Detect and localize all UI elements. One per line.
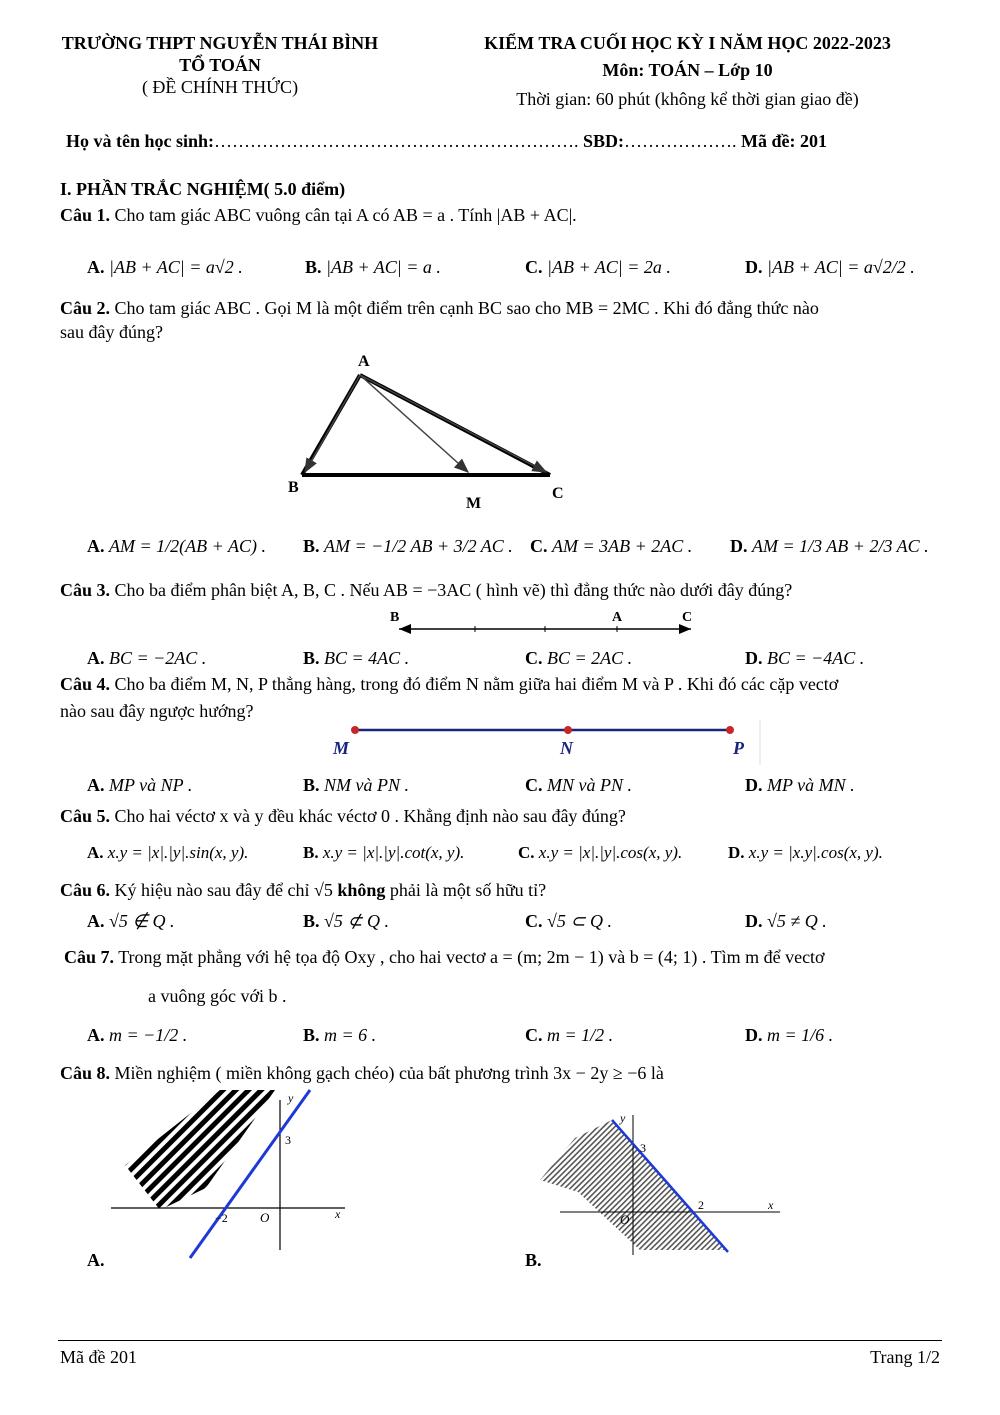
question-label: Câu 5. <box>60 806 111 826</box>
graph-option-a[interactable] <box>105 1090 365 1260</box>
sbd-label: SBD: <box>583 131 625 151</box>
question-label: Câu 2. <box>60 298 111 318</box>
graph-b-label: B. <box>525 1250 542 1270</box>
question-7-cont: a vuông góc với b . <box>148 986 287 1006</box>
exam-subject: Môn: TOÁN – Lớp 10 <box>602 60 773 80</box>
q7-option-a[interactable]: A. m = −1/2 . <box>87 1025 188 1045</box>
q3-option-a[interactable]: A. BC = −2AC . <box>87 648 207 668</box>
q1-option-d[interactable]: D. |AB + AC| = a√2/2 . <box>745 257 915 277</box>
question-text: Miền nghiệm ( miền không gạch chéo) của bất phương trình 3x − 2y ≥ −6 là <box>110 1063 664 1083</box>
label-c: C <box>552 485 564 502</box>
question-emphasis: không <box>337 880 386 900</box>
question-2-cont: sau đây đúng? <box>60 322 163 342</box>
q7-option-d[interactable]: D. m = 1/6 . <box>745 1025 834 1045</box>
sbd-blank[interactable]: ………………. <box>624 131 737 151</box>
q5-option-c[interactable]: C. x.y = |x|.|y|.cos(x, y). <box>518 843 683 862</box>
axis-x: x <box>335 1207 341 1221</box>
question-label: Câu 3. <box>60 580 111 600</box>
collinear-bac-figure <box>385 608 705 648</box>
question-text: Trong mặt phẳng với hệ tọa độ Oxy , cho hai vectơ a = (m; 2m − 1) và b = (4; 1) . Tìm m để vectơ <box>114 947 825 967</box>
question-text: Ký hiệu nào sau đây để chỉ √5 <box>110 880 338 900</box>
question-text: Cho ba điểm phân biệt A, B, C . Nếu AB = −3AC ( hình vẽ) thì đẳng thức nào dưới đây đúng? <box>110 580 793 600</box>
question-label: Câu 4. <box>60 674 111 694</box>
axis-y: y <box>288 1091 294 1105</box>
tick-3: 3 <box>640 1141 646 1155</box>
question-1 <box>60 205 577 226</box>
q3-option-d[interactable]: D. BC = −4AC . <box>745 648 865 668</box>
footer-page: Trang 1/2 <box>870 1347 940 1367</box>
q3-option-b[interactable]: B. BC = 4AC . <box>303 648 410 668</box>
q3-option-c[interactable]: C. BC = 2AC . <box>525 648 633 668</box>
q5-option-b[interactable]: B. x.y = |x|.|y|.cot(x, y). <box>303 843 465 862</box>
origin: O <box>260 1210 270 1225</box>
label-a: A <box>358 353 370 370</box>
student-name-label: Họ và tên học sinh: <box>66 131 215 151</box>
label-m: M <box>333 738 350 758</box>
q1-option-c[interactable]: C. |AB + AC| = 2a . <box>525 257 671 277</box>
question-label: Câu 8. <box>60 1063 111 1083</box>
question-text: Cho ba điểm M, N, P thẳng hàng, trong đó điểm N nằm giữa hai điểm M và P . Khi đó các cặp vectơ <box>110 674 839 694</box>
q5-option-a[interactable]: A. x.y = |x|.|y|.sin(x, y). <box>87 843 249 862</box>
q6-option-a[interactable]: A. √5 ∉ Q . <box>87 911 175 931</box>
label-p: P <box>733 738 744 758</box>
question-7 <box>64 947 825 968</box>
question-6 <box>60 880 546 901</box>
q4-option-b[interactable]: B. NM và PN . <box>303 775 410 795</box>
section-title: I. PHẦN TRẮC NGHIỆM( 5.0 điểm) <box>60 179 346 199</box>
q7-option-b[interactable]: B. m = 6 . <box>303 1025 377 1045</box>
label-b: B <box>390 610 400 625</box>
tick-2: 2 <box>698 1198 704 1212</box>
exam-code: Mã đề: 201 <box>741 131 828 151</box>
q4-option-d[interactable]: D. MP và MN . <box>745 775 855 795</box>
q1-option-a[interactable]: A. |AB + AC| = a√2 . <box>87 257 243 277</box>
question-text: Cho tam giác ABC . Gọi M là một điểm trên cạnh BC sao cho MB = 2MC . Khi đó đẳng thức nào <box>110 298 819 318</box>
student-name-blank[interactable]: ……………………………………………………. <box>214 131 579 151</box>
tick-neg2: −2 <box>215 1211 228 1225</box>
question-5 <box>60 806 626 827</box>
q7-option-c[interactable]: C. m = 1/2 . <box>525 1025 614 1045</box>
exam-title: KIỂM TRA CUỐI HỌC KỲ I NĂM HỌC 2022-2023 <box>484 33 891 53</box>
q1-option-b[interactable]: B. |AB + AC| = a . <box>305 257 441 277</box>
collinear-mnp-figure <box>330 720 760 770</box>
question-4 <box>60 674 838 695</box>
question-3 <box>60 580 792 601</box>
label-b: B <box>288 479 299 496</box>
footer-code: Mã đề 201 <box>60 1347 137 1367</box>
question-4-cont: nào sau đây ngược hướng? <box>60 701 254 721</box>
q4-option-c[interactable]: C. MN và PN . <box>525 775 632 795</box>
question-text-end: phải là một số hữu tỉ? <box>385 880 547 900</box>
question-label: Câu 6. <box>60 880 111 900</box>
q5-option-d[interactable]: D. x.y = |x.y|.cos(x, y). <box>728 843 883 862</box>
question-text: Cho hai véctơ x và y đều khác véctơ 0 . Khẳng định nào sau đây đúng? <box>110 806 626 826</box>
question-label: Câu 7. <box>64 947 115 967</box>
axis-x: x <box>768 1198 774 1212</box>
footer-divider <box>58 1340 942 1341</box>
graph-a-label: A. <box>87 1250 105 1270</box>
question-8 <box>60 1063 664 1084</box>
label-c: C <box>682 610 693 625</box>
q4-option-a[interactable]: A. MP và NP . <box>87 775 193 795</box>
q6-option-d[interactable]: D. √5 ≠ Q . <box>745 911 827 931</box>
student-info-line <box>66 131 827 152</box>
triangle-figure <box>280 350 600 510</box>
exam-time: Thời gian: 60 phút (không kể thời gian giao đề) <box>516 89 859 109</box>
q2-option-c[interactable]: C. AM = 3AB + 2AC . <box>530 536 693 556</box>
label-a: A <box>612 610 623 625</box>
q2-option-d[interactable]: D. AM = 1/3 AB + 2/3 AC . <box>730 536 929 556</box>
question-2 <box>60 298 819 319</box>
school-name: TRƯỜNG THPT NGUYỄN THÁI BÌNH <box>61 33 379 53</box>
label-n: N <box>560 738 573 758</box>
origin: O <box>620 1212 630 1227</box>
tick-3: 3 <box>285 1133 291 1147</box>
question-text: Cho tam giác ABC vuông cân tại A có AB = a . Tính |AB + AC|. <box>110 205 577 225</box>
q6-option-b[interactable]: B. √5 ⊄ Q . <box>303 911 389 931</box>
department: TỔ TOÁN <box>179 55 261 75</box>
question-label: Câu 1. <box>60 205 111 225</box>
q2-option-b[interactable]: B. AM = −1/2 AB + 3/2 AC . <box>303 536 513 556</box>
q2-option-a[interactable]: A. AM = 1/2(AB + AC) . <box>87 536 266 556</box>
axis-y: y <box>620 1111 626 1125</box>
label-m: M <box>466 495 482 512</box>
graph-option-b[interactable] <box>540 1110 800 1260</box>
official-label: ( ĐỀ CHÍNH THỨC) <box>141 77 299 97</box>
q6-option-c[interactable]: C. √5 ⊂ Q . <box>525 911 612 931</box>
